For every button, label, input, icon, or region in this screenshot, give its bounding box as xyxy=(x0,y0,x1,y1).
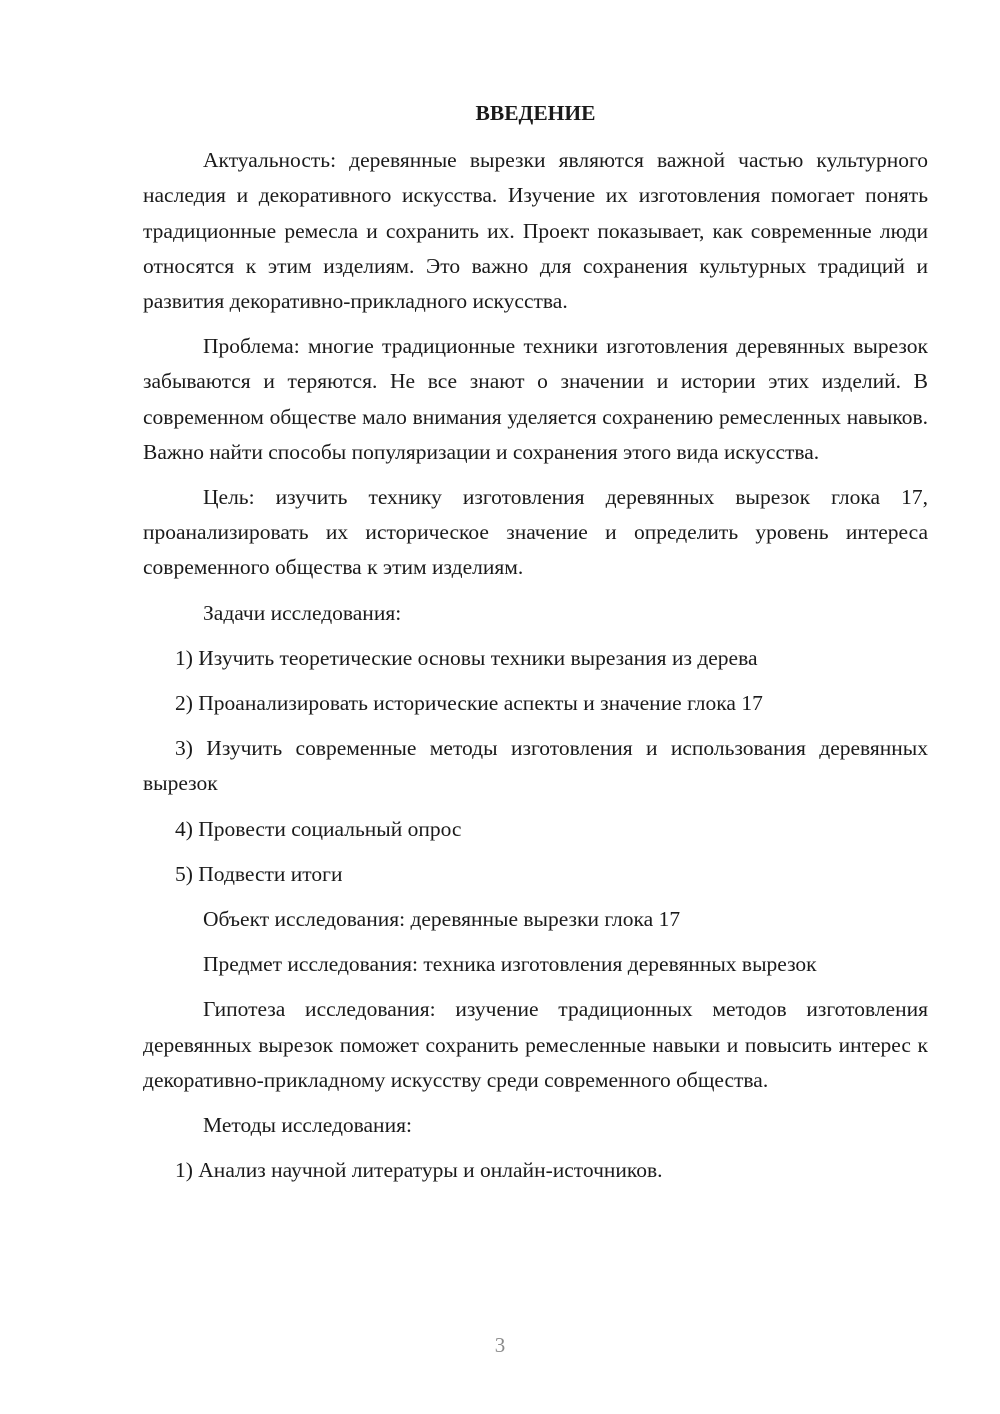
goal-paragraph: Цель: изучить технику изготовления деревянных вырезок глока 17, проанализировать их историческое значение и определить уровень интереса современного общества к этим изделиям. xyxy=(143,485,928,580)
task-item: 5) Подвести итоги xyxy=(175,861,343,886)
tasks-heading: Задачи исследования: xyxy=(203,600,402,625)
page-number: 3 xyxy=(494,1333,506,1357)
method-item: 1) Анализ научной литературы и онлайн-источников. xyxy=(175,1158,663,1183)
task-item: 1) Изучить теоретические основы техники вырезания из дерева xyxy=(175,645,758,670)
task-item: 2) Проанализировать исторические аспекты и значение глока 17 xyxy=(175,691,763,716)
section-title: ВВЕДЕНИЕ xyxy=(475,101,596,125)
relevance-paragraph: Актуальность: деревянные вырезки являются важной частью культурного наследия и декоративного искусства. Изучение их изготовления помогает понять традиционные ремесла и сохранить их. Проект показывает, как современные люди относятся к этим изделиям. Это важно для сохранения культурных традиций и развития декоративно-прикладного искусства. xyxy=(143,148,928,314)
document-page xyxy=(143,96,928,1198)
hypothesis-paragraph: Гипотеза исследования: изучение традиционных методов изготовления деревянных вырезок поможет сохранить ремесленные навыки и повысить интерес к декоративно-прикладному искусству среди современного общества. xyxy=(143,997,928,1092)
methods-heading: Методы исследования: xyxy=(203,1113,412,1138)
task-item: 3) Изучить современные методы изготовления и использования деревянных вырезок xyxy=(143,736,928,796)
task-item: 4) Провести социальный опрос xyxy=(175,816,462,841)
object-line: Объект исследования: деревянные вырезки глока 17 xyxy=(203,907,681,932)
problem-paragraph: Проблема: многие традиционные техники изготовления деревянных вырезок забываются и теряются. Не все знают о значении и истории этих изделий. В современном обществе мало внимания уделяется сохранению ремесленных навыков. Важно найти способы популяризации и сохранения этого вида искусства. xyxy=(143,334,928,464)
subject-line: Предмет исследования: техника изготовления деревянных вырезок xyxy=(203,952,817,977)
